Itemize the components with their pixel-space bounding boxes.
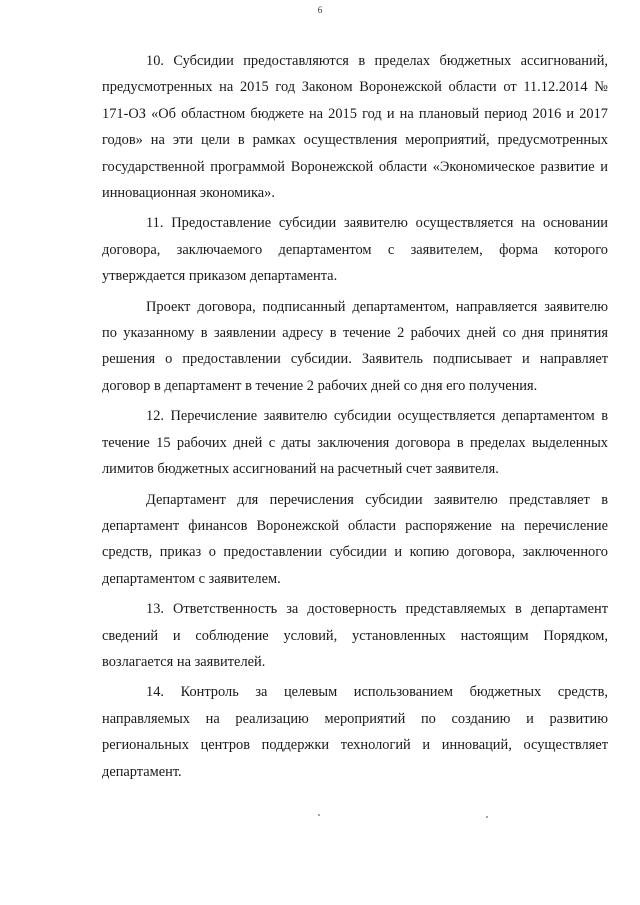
scan-speck bbox=[486, 816, 488, 818]
document-body bbox=[102, 48, 608, 785]
paragraph-13-responsibility: 13. Ответственность за достоверность представляемых в департамент сведений и соблюдение условий, установленных настоящим Порядком, возлагается на заявителей. bbox=[102, 601, 608, 670]
paragraph-14-control: 14. Контроль за целевым использованием бюджетных средств, направляемых на реализацию мероприятий по созданию и развитию региональных центров поддержки технологий и инноваций, осуществляет департамент. bbox=[102, 684, 608, 780]
paragraph-10-subsidy-limits: 10. Субсидии предоставляются в пределах бюджетных ассигнований, предусмотренных на 2015 год Законом Воронежской области от 11.12.2014 № 171-ОЗ «Об областном бюджете на 2015 год и на плановый период 2016 и 2017 годов» на эти цели в рамках осуществления мероприятий, предусмотренных государственной программой Воронежской области «Экономическое развитие и инновационная экономика». bbox=[102, 53, 608, 202]
paragraph-12-subsidy-transfer: 12. Перечисление заявителю субсидии осуществляется департаментом в течение 15 рабочих дней с даты заключения договора в пределах выделенных лимитов бюджетных ассигнований на расчетный счет заявителя. bbox=[102, 408, 608, 478]
paragraph-11-subsidy-agreement: 11. Предоставление субсидии заявителю осуществляется на основании договора, заключаемого департаментом с заявителем, форма которого утверждается приказом департамента. bbox=[102, 215, 608, 285]
paragraph-transfer-documents: Департамент для перечисления субсидии заявителю представляет в департамент финансов Воронежской области распоряжение на перечисление средств, приказ о предоставлении субсидии и копию договора, заключенного департаментом с заявителем. bbox=[102, 491, 608, 587]
paragraph-draft-agreement: Проект договора, подписанный департаментом, направляется заявителю по указанному в заявлении адресу в течение 2 рабочих дней со дня принятия решения о предоставлении субсидии. Заявитель подписывает и направляет договор в департамент в течение 2 рабочих дней со дня его получения. bbox=[102, 298, 608, 394]
page-number: 6 bbox=[317, 5, 323, 15]
scan-speck bbox=[318, 814, 320, 816]
